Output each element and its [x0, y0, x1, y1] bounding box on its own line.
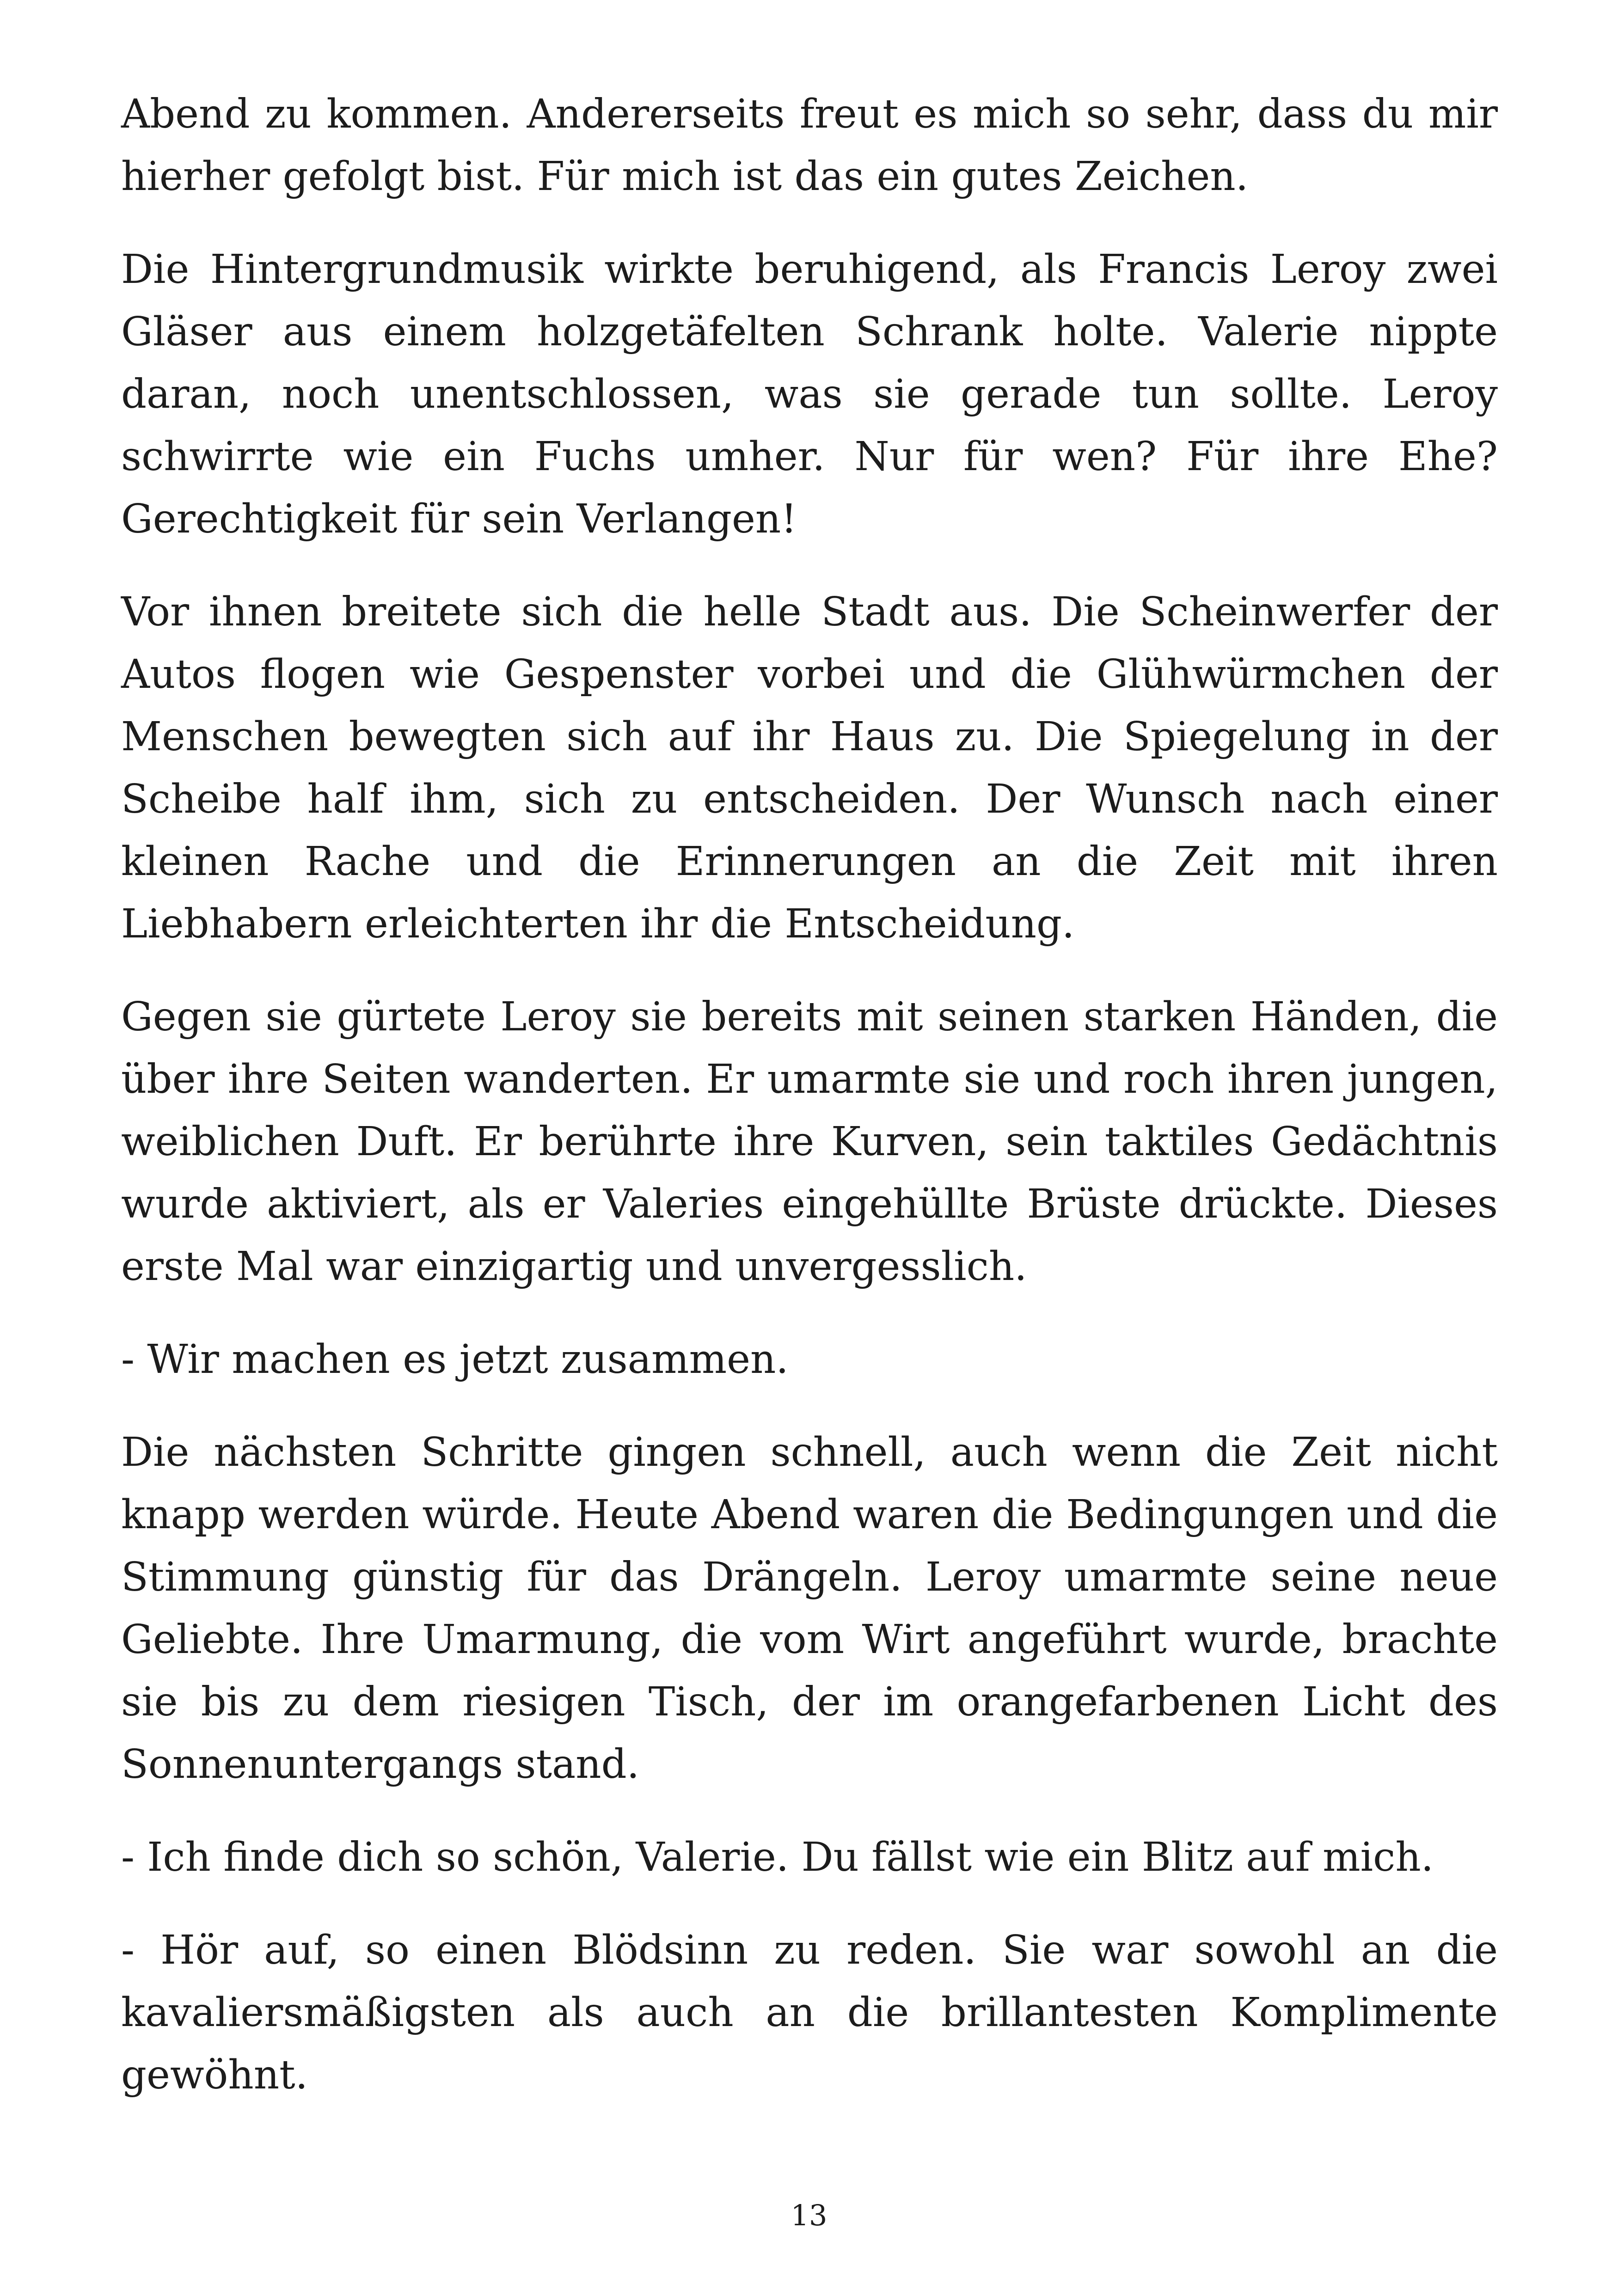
- dialogue-line: - Hör auf, so einen Blödsinn zu reden. Sie war sowohl an die kavaliersmäßigsten als auch an die brillantesten Komplimente gewöhnt.: [121, 1927, 1498, 2098]
- dialogue-line: - Ich finde dich so schön, Valerie. Du fällst wie ein Blitz auf mich.: [121, 1834, 1434, 1880]
- paragraph: Vor ihnen breitete sich die helle Stadt aus. Die Scheinwerfer der Autos flogen wie Gespenster vorbei und die Glühwürmchen der Menschen bewegten sich auf ihr Haus zu. Die Spiegelung in der Scheibe half ihm, sich zu entscheiden. Der Wunsch nach einer kleinen Rache und die Erinnerungen an die Zeit mit ihren Liebhabern erleichterten ihr die Entscheidung.: [121, 589, 1498, 947]
- page-number: 13: [791, 2198, 827, 2232]
- paragraph: Die nächsten Schritte gingen schnell, auch wenn die Zeit nicht knapp werden würde. Heute Abend waren die Bedingungen und die Stimmung günstig für das Drängeln. Leroy umarmte seine neue Geliebte. Ihre Umarmung, die vom Wirt angeführt wurde, brachte sie bis zu dem riesigen Tisch, der im orangefarbenen Licht des Sonnenuntergangs stand.: [121, 1429, 1498, 1788]
- paragraph: Die Hintergrundmusik wirkte beruhigend, als Francis Leroy zwei Gläser aus einem holzgetäfelten Schrank holte. Valerie nippte daran, noch unentschlossen, was sie gerade tun sollte. Leroy schwirrte wie ein Fuchs umher. Nur für wen? Für ihre Ehe? Gerechtigkeit für sein Verlangen!: [121, 246, 1498, 542]
- page-body: [121, 83, 1498, 2137]
- paragraph: Abend zu kommen. Andererseits freut es mich so sehr, dass du mir hierher gefolgt bist. Für mich ist das ein gutes Zeichen.: [121, 91, 1498, 200]
- dialogue-line: - Wir machen es jetzt zusammen.: [121, 1336, 789, 1383]
- paragraph: Gegen sie gürtete Leroy sie bereits mit seinen starken Händen, die über ihre Seiten wanderten. Er umarmte sie und roch ihren jungen, weiblichen Duft. Er berührte ihre Kurven, sein taktiles Gedächtnis wurde aktiviert, als er Valeries eingehüllte Brüste drückte. Dieses erste Mal war einzigartig und unvergesslich.: [121, 994, 1498, 1290]
